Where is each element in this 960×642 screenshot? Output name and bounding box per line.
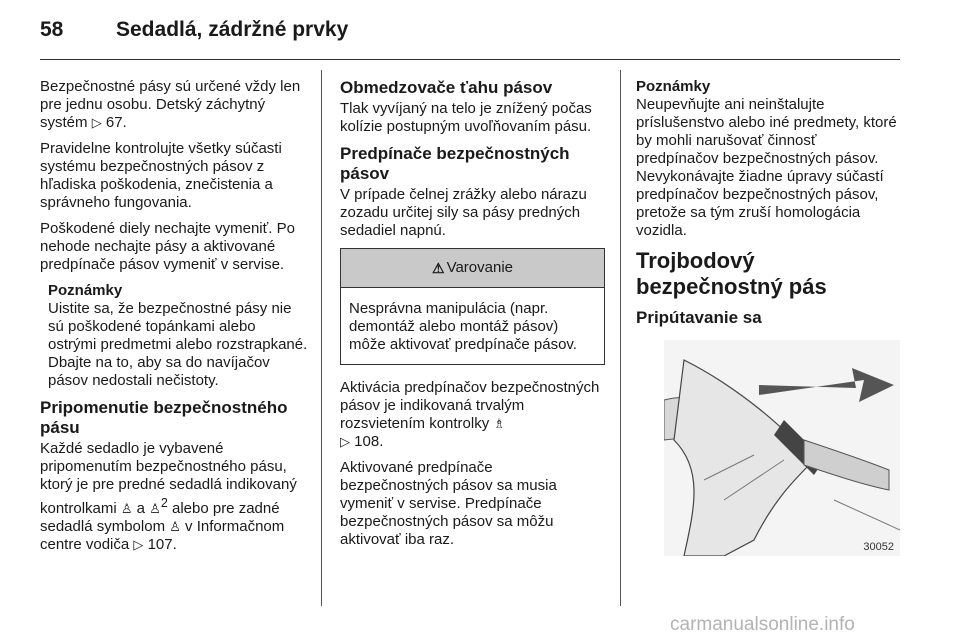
text: Aktivácia predpínačov bezpečnostných pásov je indikovaná trvalým rozsvietením kontrolky [340,379,600,432]
note-body: Uistite sa, že bezpečnostné pásy nie sú poškodené topánkami alebo ostrými predmetmi alebo rozstrapkané. Dbajte na to, aby sa do navíjačov pásov nedostali nečistoty. [48,300,308,389]
seatbelt-warning-icon: ♙ [169,519,181,534]
watermark: carmanualsonline.info [670,614,855,635]
page-reference[interactable]: 67. [105,114,127,131]
paragraph [40,440,308,554]
warning-triangle-icon: ⚠ [432,260,445,276]
column-divider [321,70,322,606]
airbag-warning-icon: ♗ [493,416,506,431]
note-title: Poznámky [636,78,711,95]
seatbelt-fastening-illustration [664,340,900,556]
text: a [132,500,150,517]
subsection-heading: Pripútavanie sa [636,308,762,327]
paragraph: Aktivované predpínače bezpečnostných pásov sa musia vymeniť v servise. Predpínače bezpečnostných pásov sa môžu aktivovať iba raz. [340,459,557,548]
warning-box [340,248,605,365]
superscript: 2 [160,496,168,510]
section-heading: Trojbodový bezpečnostný pás [636,248,827,299]
note-title: Poznámky [48,282,123,299]
page-number: 58 [40,18,64,41]
section-heading: Obmedzovače ťahu pásov [340,78,553,97]
section-heading: Predpínače bezpečnostných pásov [340,144,570,183]
warning-title: Varovanie [446,259,513,276]
illustration-code: 30052 [863,541,894,553]
paragraph: Pravidelne kontrolujte všetky súčasti systému bezpečnostných pásov z hľadiska poškodenia, znečistenia a správneho fungovania. [40,140,282,211]
column-middle [340,78,605,557]
note-body: Neupevňujte ani neinštalujte príslušenstvo alebo iné predmety, ktoré by mohli narušovať činnosť predpínačov bezpečnostných pásov. Nevykonávajte žiadne úpravy súčastí predpínačov bezpečnostných pásov, pretože sa tým zruší homologácia vozidla. [636,96,897,239]
reference-arrow-icon: ▷ [133,537,144,552]
text: v Informačnom centre vodiča [40,518,285,553]
warning-body: Nesprávna manipulácia (napr. demontáž alebo montáž pásov) môže aktivovať predpínače pásov. [349,300,577,353]
section-heading: Pripomenutie bezpečnostného pásu [40,398,288,437]
text: Bezpečnostné pásy sú určené vždy len pre jednu osobu. Detský záchytný systém [40,78,301,131]
page-reference[interactable]: 108. [354,433,384,450]
reference-arrow-icon: ▷ [91,115,102,130]
paragraph: Tlak vyvíjaný na telo je znížený počas kolízie postupným uvoľňovaním pásu. [340,100,592,135]
warning-header [341,249,604,288]
paragraph: Poškodené diely nechajte vymeniť. Po nehode nechajte pásy a aktivované predpínače pásov vymeniť v servise. [40,220,295,273]
note-box [636,78,900,240]
paragraph [40,78,308,132]
column-right [636,78,900,330]
page-reference[interactable]: 107. [147,536,177,553]
page-header [40,18,348,42]
note-box [48,282,308,390]
reference-arrow-icon: ▷ [340,434,350,449]
text: Každé sedadlo je vybavené pripomenutím bezpečnostného pásu, ktorý je pre predné sedadlá indikovaný kontrolkami [40,440,297,517]
header-divider [40,59,900,60]
seatbelt-warning-icon: ♙ [149,501,161,516]
page-title: Sedadlá, zádržné prvky [116,18,349,41]
column-left [40,78,308,562]
column-divider [620,70,621,606]
paragraph [340,379,605,451]
paragraph: V prípade čelnej zrážky alebo nárazu zozadu určitej sily sa pásy predných sedadiel napnú. [340,186,587,239]
seatbelt-warning-icon: ♙ [120,501,133,516]
text: alebo pre zadné sedadlá symbolom [40,500,280,535]
